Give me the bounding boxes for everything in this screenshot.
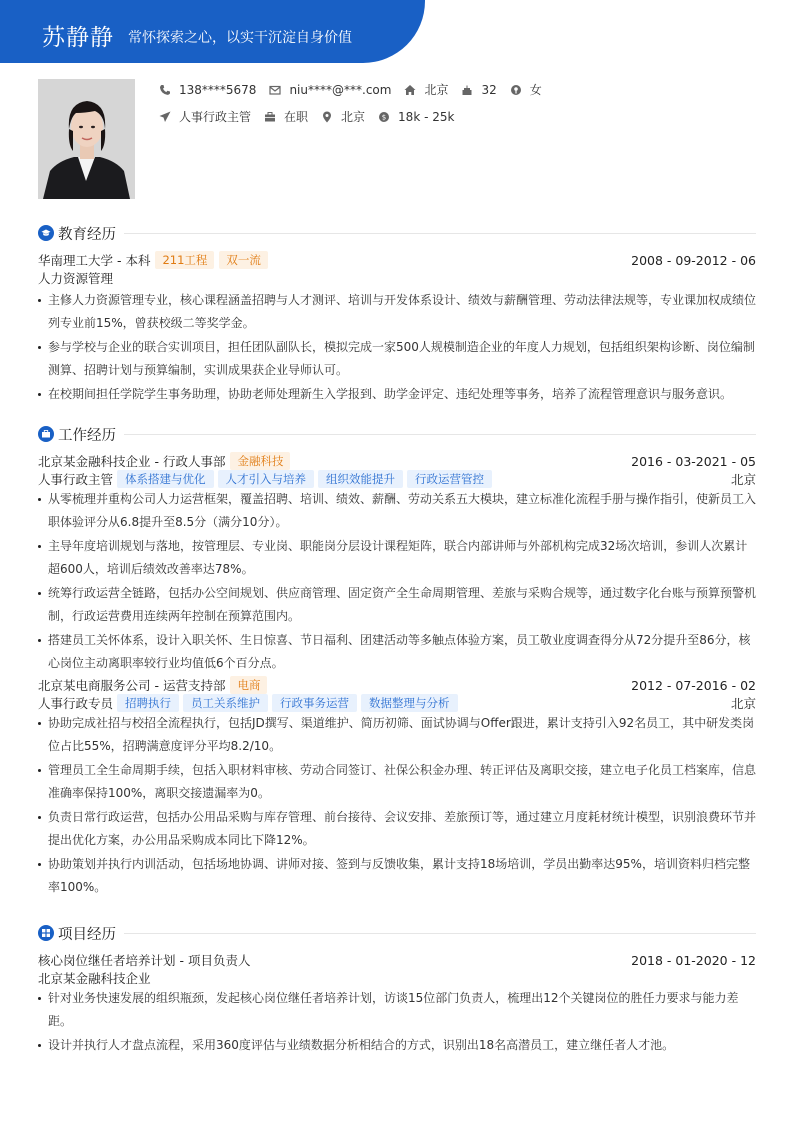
job-role: 人事行政主管	[38, 472, 114, 487]
status-item	[264, 108, 308, 125]
phone-icon	[159, 84, 171, 96]
project-org-row	[38, 969, 756, 987]
project-name: 核心岗位继任者培养计划 - 项目负责人	[38, 953, 251, 968]
job-bullets	[38, 712, 756, 899]
info-row-secondary	[159, 108, 467, 125]
list-item: 负责日常行政运营，包括办公用品采购与库存管理、前台接待、会议安排、差旅预订等，通过建立月度耗材统计模型，识别浪费环节并提出优化方案，办公用品采购成本同比下降12%。	[38, 806, 756, 852]
skill-tag: 员工关系维护	[183, 694, 268, 712]
gender-icon	[510, 84, 522, 96]
list-item: 参与学校与企业的联合实训项目，担任团队副队长，模拟完成一家500人规模制造企业的年度人力规划，包括组织架构诊断、岗位编制测算、招聘计划与预算编制，实训成果获企业导师认可。	[38, 336, 756, 382]
list-item: 协助完成社招与校招全流程执行，包括JD撰写、渠道维护、简历初筛、面试协调与Offer跟进，累计支持引入92名员工，其中研发类岗位占比55%，招聘满意度评分平均8.2/10。	[38, 712, 756, 758]
profile-photo	[38, 79, 135, 199]
age-item	[461, 83, 496, 97]
skill-tag: 行政运营管控	[407, 470, 492, 488]
phone-item	[159, 83, 256, 97]
job-role-row	[38, 694, 756, 712]
project-org: 北京某金融科技企业	[38, 971, 151, 986]
candidate-name: 苏静静	[42, 25, 114, 51]
cake-icon	[461, 84, 473, 96]
job-city: 北京	[730, 696, 756, 711]
svg-text:$: $	[381, 113, 387, 121]
briefcase-icon	[264, 111, 276, 123]
gender-item	[510, 81, 542, 98]
list-item: 针对业务快速发展的组织瓶颈，发起核心岗位继任者培养计划，访谈15位部门负责人，梳理出12个关键岗位的胜任力要求与能力差距。	[38, 987, 756, 1033]
job-company-row	[38, 452, 756, 470]
skill-tag: 人才引入与培养	[218, 470, 315, 488]
position-item	[159, 108, 251, 125]
job-period: 2012 - 07-2016 - 02	[631, 677, 756, 693]
work-section	[38, 424, 756, 900]
industry-tag: 金融科技	[230, 452, 290, 470]
skill-tag: 组织效能提升	[318, 470, 403, 488]
job-role: 人事行政专员	[38, 696, 114, 711]
list-item: 协助策划并执行内训活动，包括场地协调、讲师对接、签到与反馈收集，累计支持18场培训，学员出勤率达95%，培训资料归档完整率100%。	[38, 853, 756, 899]
major-name: 人力资源管理	[38, 271, 114, 286]
education-period: 2008 - 09-2012 - 06	[631, 252, 756, 268]
hometown-item	[404, 81, 448, 98]
skill-tag: 数据整理与分析	[361, 694, 458, 712]
list-item: 在校期间担任学院学生事务助理，协助老师处理新生入学报到、助学金评定、违纪处理等事务，培养了流程管理意识与服务意识。	[38, 383, 756, 406]
industry-tag: 电商	[230, 676, 267, 694]
list-item: 统筹行政运营全链路，包括办公空间规划、供应商管理、固定资产全生命周期管理、差旅与采购合规等，通过数字化台账与预算预警机制，行政运营费用连续两年控制在预算范围内。	[38, 582, 756, 628]
education-heading	[38, 223, 756, 243]
school-tag: 211工程	[155, 251, 214, 269]
work-title: 工作经历	[58, 427, 116, 444]
skill-tag: 行政事务运营	[272, 694, 357, 712]
project-heading	[38, 923, 756, 943]
education-major-row	[38, 269, 756, 287]
job-company: 北京某电商服务公司 - 运营支持部	[38, 678, 226, 693]
home-icon	[404, 84, 416, 96]
section-divider	[124, 933, 756, 934]
list-item: 设计并执行人才盘点流程，采用360度评估与业绩数据分析相结合的方式，识别出18名高潜员工，建立继任者人才池。	[38, 1034, 756, 1057]
project-section	[38, 923, 756, 1058]
work-city-item	[321, 108, 365, 125]
list-item: 主修人力资源管理专业，核心课程涵盖招聘与人才测评、培训与开发体系设计、绩效与薪酬管理、劳动法律法规等，专业课加权成绩位列专业前15%，曾获校级二等奖学金。	[38, 289, 756, 335]
job-role-row	[38, 470, 756, 488]
section-divider	[124, 434, 756, 435]
job-city: 北京	[730, 472, 756, 487]
email-text: niu****@***.com	[289, 82, 392, 97]
job-period: 2016 - 03-2021 - 05	[631, 453, 756, 469]
email-item	[269, 83, 391, 97]
school-name: 华南理工大学 - 本科	[38, 253, 151, 268]
project-period: 2018 - 01-2020 - 12	[631, 952, 756, 968]
job-company: 北京某金融科技企业 - 行政人事部	[38, 454, 226, 469]
gender-text: 女	[529, 83, 542, 97]
skill-tag: 体系搭建与优化	[117, 470, 214, 488]
position-text: 人事行政主管	[179, 110, 252, 124]
project-name-row	[38, 951, 756, 969]
education-bullets	[38, 289, 756, 406]
project-bullets	[38, 987, 756, 1057]
list-item: 主导年度培训规划与落地，按管理层、专业岗、职能岗分层设计课程矩阵，联合内部讲师与外部机构完成32场次培训，参训人次累计超600人，培训后绩效改善率达78%。	[38, 535, 756, 581]
list-item: 从零梳理并重构公司人力运营框架，覆盖招聘、培训、绩效、薪酬、劳动关系五大模块，建立标准化流程手册与操作指引，使新员工入职体验评分从6.8提升至8.5分（满分10分）。	[38, 488, 756, 534]
graduation-cap-icon	[38, 225, 54, 241]
phone-text: 138****5678	[179, 82, 257, 97]
briefcase-icon	[38, 426, 54, 442]
candidate-slogan: 常怀探索之心，以实干沉淀自身价值	[128, 30, 352, 46]
project-title: 项目经历	[58, 926, 116, 943]
skill-tag: 招聘执行	[117, 694, 179, 712]
send-icon	[159, 111, 171, 123]
education-section	[38, 223, 756, 407]
list-item: 管理员工全生命周期手续，包括入职材料审核、劳动合同签订、社保公积金办理、转正评估及离职交接，建立电子化员工档案库，信息准确率保持100%，离职交接遗漏率为0。	[38, 759, 756, 805]
section-divider	[124, 233, 756, 234]
age-text: 32	[481, 82, 497, 97]
salary-item	[378, 110, 454, 124]
work-city-text: 北京	[341, 110, 366, 124]
hometown-text: 北京	[424, 83, 449, 97]
job-company-row	[38, 676, 756, 694]
education-school-row	[38, 251, 756, 269]
salary-icon	[378, 111, 390, 123]
school-tag: 双一流	[219, 251, 268, 269]
location-icon	[321, 111, 333, 123]
header-band	[0, 0, 425, 63]
info-row-primary	[159, 81, 555, 98]
mail-icon	[269, 84, 281, 96]
grid-icon	[38, 925, 54, 941]
list-item: 搭建员工关怀体系，设计入职关怀、生日惊喜、节日福利、团建活动等多触点体验方案，员工敬业度调查得分从72分提升至86分，核心岗位主动离职率较行业均值低6个百分点。	[38, 629, 756, 675]
salary-text: 18k - 25k	[398, 109, 455, 124]
status-text: 在职	[284, 110, 309, 124]
work-heading	[38, 424, 756, 444]
education-title: 教育经历	[58, 226, 116, 243]
job-bullets	[38, 488, 756, 675]
